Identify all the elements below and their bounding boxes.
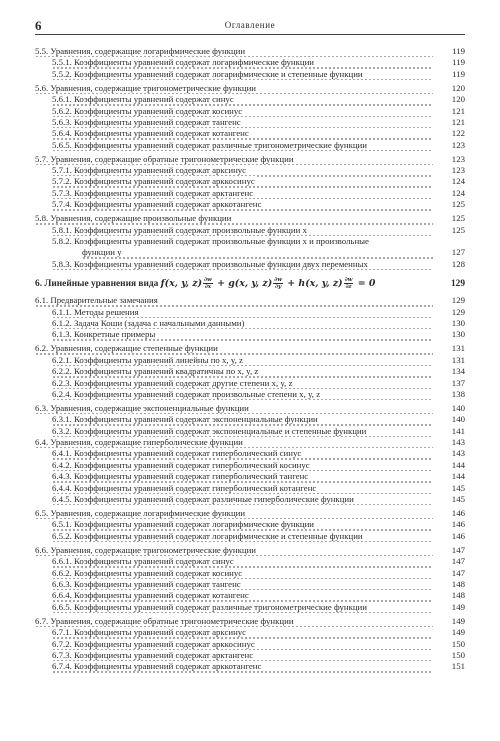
toc-subsection-entry[interactable] [35,494,465,505]
entry-leader [52,128,433,139]
entry-title: 6.1.2. Задача Коши (задача с начальными данными) [52,317,245,328]
entry-page-number: 122 [451,128,465,139]
entry-title: 6.5.2. Коэффициенты уравнений содержат логарифмические и степенные функции [52,530,363,541]
page-number: 6 [35,18,42,33]
toc-subsection-entry[interactable] [35,568,465,579]
entry-page-number: 125 [451,213,465,224]
entry-page-number: 138 [451,388,465,399]
entry-leader [52,661,433,672]
toc-subsection-entry[interactable] [35,106,465,117]
entry-title: 5.8.2. Коэффициенты уравнений содержат произвольные функции x и произвольные [52,236,369,247]
entry-leader [52,494,433,505]
toc-section-entry[interactable] [35,403,465,414]
entry-leader [52,414,433,425]
toc-subsection-entry[interactable] [35,225,465,236]
entry-leader [35,437,433,448]
toc-section-entry[interactable] [35,46,465,57]
entry-page-number: 129 [451,295,465,306]
entry-page-number: 119 [452,46,465,56]
toc-section-entry[interactable] [35,213,465,224]
entry-title: 5.7.4. Коэффициенты уравнений содержат арккотангенс [52,199,262,210]
entry-title: 6.6.4. Коэффициенты уравнений содержат котангенс [52,590,249,601]
entry-page-number: 130 [451,329,465,340]
toc-section-entry[interactable] [35,83,465,94]
formula-plus: + [284,278,299,290]
toc-section-entry[interactable] [35,154,465,165]
entry-page-number: 149 [451,627,465,638]
fraction-numerator: ∂w [204,277,212,284]
chapter-prefix: 6. Линейные уравнения вида [35,279,161,290]
toc-section-entry[interactable] [35,295,465,306]
entry-title: 6.2.4. Коэффициенты уравнений содержат произвольные степени x, y, z [52,388,321,399]
entry-leader [52,236,433,247]
toc-subsection-entry[interactable] [35,117,465,128]
entry-page-number: 143 [451,448,465,459]
entry-title: 6.4.4. Коэффициенты уравнений содержат гиперболический котангенс [52,482,317,493]
entry-leader [52,165,433,176]
entry-leader [52,140,433,151]
entry-title: 6.4.1. Коэффициенты уравнений содержат гиперболический синус [52,448,302,459]
entry-page-number: 144 [451,471,465,482]
entry-title: 6.3.2. Коэффициенты уравнений содержат экспоненциальные и степенные функции [52,425,367,436]
toc-subsection-entry[interactable] [35,307,465,318]
entry-page-number: 120 [451,82,465,93]
entry-title: 6.3. Уравнения, содержащие экспоненциальные функции [35,402,249,413]
entry-page-number: 140 [451,402,465,413]
entry-title: 6.6.5. Коэффициенты уравнений содержат различные тригонометрические функции [52,601,367,612]
entry-title: 6.4.2. Коэффициенты уравнений содержат гиперболический косинус [52,459,310,470]
toc-subsection-entry[interactable] [35,94,465,105]
entry-title: 6.2.2. Коэффициенты уравнений квадратичны по x, y, z [52,366,259,377]
entry-title: 6.7.3. Коэффициенты уравнений содержат арктангенс [52,649,254,660]
entry-leader [35,545,433,556]
entry-leader [35,83,433,94]
toc-section-entry[interactable] [35,437,465,448]
entry-title: 5.5.2. Коэффициенты уравнений содержат логарифмические и степенные функции [52,68,363,79]
fraction-denominator: ∂z [345,284,352,291]
fraction-denominator: ∂x [204,284,212,291]
entry-title: 6.2. Уравнения, содержащие степенные функции [35,343,218,354]
toc-subsection-entry[interactable] [35,471,465,482]
toc-subsection-entry[interactable] [35,426,465,437]
entry-leader [35,46,433,57]
entry-page-number: 130 [451,317,465,328]
toc-subsection-entry[interactable] [35,661,465,672]
entry-title: 6.6. Уравнения, содержащие тригонометрические функции [35,544,257,555]
toc-section-entry[interactable] [35,508,465,519]
entry-title: 6.6.3. Коэффициенты уравнений содержат тангенс [52,578,241,589]
toc-subsection-entry[interactable] [35,259,465,270]
toc-subsection-entry[interactable] [35,128,465,139]
entry-leader [35,154,433,165]
formula-f: f(x, y, z) [160,278,203,290]
entry-leader [52,531,433,542]
entry-title: 5.6.5. Коэффициенты уравнений содержат различные тригонометрические функции [52,139,367,150]
toc-subsection-entry[interactable] [35,579,465,590]
toc-subsection-entry[interactable] [35,639,465,650]
entry-leader [52,602,433,613]
entry-page-number: 119 [452,57,465,68]
entry-page-number: 123 [451,165,465,176]
page-header [35,20,465,35]
entry-title: 6.7.4. Коэффициенты уравнений содержат арккотангенс [52,661,262,672]
entry-title: 5.6. Уравнения, содержащие тригонометрические функции [35,82,257,93]
entry-page-number: 149 [451,601,465,612]
entry-leader [52,318,433,329]
entry-leader [52,176,433,187]
toc-subsection-entry[interactable] [35,378,465,389]
entry-leader [52,471,433,482]
entry-page-number: 144 [451,459,465,470]
toc-subsection-entry[interactable] [35,519,465,530]
entry-page-number: 119 [452,68,465,79]
entry-page-number: 146 [451,519,465,530]
toc-subsection-entry[interactable] [35,199,465,210]
entry-leader [52,329,433,340]
fraction-numerator: ∂w [344,277,353,284]
entry-leader [52,307,433,318]
toc-subsection-entry[interactable] [35,57,465,68]
entry-page-number: 137 [451,377,465,388]
entry-page-number: 124 [451,176,465,187]
chapter-formula [161,278,376,289]
entry-title: 5.8.1. Коэффициенты уравнений содержат произвольные функции x [52,224,307,235]
entry-title: 5.7. Уравнения, содержащие обратные тригонометрические функции [35,153,294,164]
entry-leader [35,616,433,627]
entry-title: 6.3.1. Коэффициенты уравнений содержат экспоненциальные функции [52,414,318,425]
toc-subsection-entry[interactable] [35,318,465,329]
entry-page-number: 123 [451,153,465,164]
entry-page-number: 145 [451,482,465,493]
entry-page-number: 147 [451,567,465,578]
entry-title: 5.6.3. Коэффициенты уравнений содержат тангенс [52,116,241,127]
entry-leader [52,259,433,270]
entry-page-number: 148 [451,578,465,589]
entry-leader [52,366,433,377]
table-of-contents [35,46,465,673]
entry-title: 5.5. Уравнения, содержащие логарифмические функции [35,46,246,56]
toc-subsection-entry[interactable] [35,460,465,471]
entry-page-number: 123 [451,139,465,150]
entry-page-number: 140 [451,414,465,425]
entry-title: 6.1.3. Конкретные примеры [52,329,156,340]
entry-leader [35,295,433,306]
entry-title: функции y [82,247,122,258]
entry-leader [52,378,433,389]
running-title: Оглавление [224,20,276,30]
entry-title: 6.1.1. Методы решения [52,306,139,317]
toc-subsection-entry[interactable] [35,590,465,601]
entry-leader [52,57,433,68]
entry-leader [52,568,433,579]
formula-h: h(x, y, z) [298,278,343,290]
entry-page-number: 146 [451,508,465,519]
toc-subsection-entry[interactable] [35,176,465,187]
toc-subsection-entry[interactable] [35,650,465,661]
fraction-numerator: ∂w [274,277,283,284]
entry-page-number: 129 [451,306,465,317]
fraction-dw-dy [273,277,283,290]
entry-leader [35,508,433,519]
toc-section-5 [35,46,465,270]
entry-title: 5.7.2. Коэффициенты уравнений содержат арккосинус [52,176,255,187]
entry-leader [52,460,433,471]
entry-page-number: 145 [451,494,465,505]
entry-leader [52,199,433,210]
toc-subsection-entry[interactable] [35,366,465,377]
toc-subsection-entry[interactable] [35,236,465,247]
toc-subsection-entry[interactable] [35,414,465,425]
entry-title: 5.6.4. Коэффициенты уравнений содержат котангенс [52,128,249,139]
entry-leader [52,650,433,661]
toc-subsection-entry[interactable] [35,448,465,459]
toc-section-entry[interactable] [35,545,465,556]
toc-section-entry[interactable] [35,343,465,354]
toc-subsection-entry[interactable] [35,355,465,366]
entry-page-number: 125 [451,224,465,235]
toc-subsection-entry[interactable] [35,627,465,638]
entry-leader [52,448,433,459]
entry-leader [52,188,433,199]
entry-leader [52,94,433,105]
entry-page-number: 121 [451,116,465,127]
entry-title: 6.6.1. Коэффициенты уравнений содержат синус [52,556,234,567]
entry-leader [82,247,433,258]
entry-page-number: 150 [451,638,465,649]
entry-leader [35,213,433,224]
toc-subsection-entry[interactable] [35,602,465,613]
entry-title: 5.8. Уравнения, содержащие произвольные функции [35,213,232,224]
entry-title: 6.1. Предварительные замечания [35,295,158,306]
chapter-heading[interactable] [35,275,465,293]
entry-page-number: 131 [451,354,465,365]
entry-leader [52,225,433,236]
formula-g: g(x, y, z) [228,278,273,290]
entry-leader [52,355,433,366]
toc-subsection-entry[interactable] [35,483,465,494]
toc-subsection-entry[interactable] [35,188,465,199]
entry-page-number: 146 [451,530,465,541]
entry-leader [35,343,433,354]
entry-title: 5.5.1. Коэффициенты уравнений содержат логарифмические функции [52,57,315,68]
entry-title: 6.7.2. Коэффициенты уравнений содержат арккосинус [52,638,255,649]
entry-leader [52,627,433,638]
entry-title: 6.2.3. Коэффициенты уравнений содержат другие степени x, y, z [52,377,293,388]
entry-title: 6.7.1. Коэффициенты уравнений содержат арксинус [52,627,247,638]
entry-title: 6.4.5. Коэффициенты уравнений содержат различные гиперболические функции [52,494,354,505]
toc-subsection-entry[interactable] [35,389,465,400]
toc-subsection-entry[interactable] [35,531,465,542]
entry-page-number: 149 [451,615,465,626]
chapter-title [35,275,375,293]
entry-leader [35,403,433,414]
entry-page-number: 128 [451,258,465,269]
entry-page-number: 121 [451,105,465,116]
entry-page-number: 127 [451,247,465,258]
entry-page-number: 141 [451,425,465,436]
entry-page-number: 150 [451,649,465,660]
entry-title: 5.7.3. Коэффициенты уравнений содержат арктангенс [52,187,254,198]
entry-title: 6.5. Уравнения, содержащие логарифмические функции [35,508,246,519]
fraction-dw-dz [344,277,354,290]
toc-section-entry[interactable] [35,616,465,627]
formula-plus: + [213,278,229,290]
toc-subsection-entry[interactable] [35,140,465,151]
entry-leader [52,117,433,128]
entry-page-number: 147 [451,544,465,555]
entry-leader [52,389,433,400]
entry-title: 5.8.3. Коэффициенты уравнений содержат произвольные функции двух переменных [52,258,368,269]
entry-title: 6.2.1. Коэффициенты уравнений линейны по x, y, z [52,354,243,365]
entry-page-number: 125 [451,199,465,210]
entry-page-number: 151 [451,661,465,672]
entry-leader [52,519,433,530]
entry-leader [52,426,433,437]
toc-subsection-entry[interactable] [35,329,465,340]
entry-leader [52,69,433,80]
fraction-denominator: ∂y [274,284,282,291]
entry-leader [52,556,433,567]
entry-title: 6.5.1. Коэффициенты уравнений содержат логарифмические функции [52,519,315,530]
entry-page-number: 120 [451,94,465,105]
entry-title: 5.7.1. Коэффициенты уравнений содержат арксинус [52,165,247,176]
entry-title: 6.6.2. Коэффициенты уравнений содержат косинус [52,567,243,578]
entry-title: 5.6.2. Коэффициенты уравнений содержат косинус [52,105,243,116]
entry-leader [52,106,433,117]
chapter-page-number: 129 [450,279,465,290]
entry-leader [52,639,433,650]
entry-leader [52,483,433,494]
toc-section-6 [35,295,465,672]
toc-subsection-entry[interactable] [35,165,465,176]
toc-subsection-entry[interactable] [35,556,465,567]
toc-subsection-entry[interactable] [35,247,465,258]
entry-title: 6.4. Уравнения, содержащие гиперболические функции [35,437,243,448]
toc-subsection-entry[interactable] [35,69,465,80]
entry-leader [52,590,433,601]
entry-page-number: 143 [451,437,465,448]
entry-title: 6.7. Уравнения, содержащие обратные тригонометрические функции [35,615,294,626]
entry-page-number: 148 [451,590,465,601]
entry-page-number: 131 [451,343,465,354]
entry-title: 5.6.1. Коэффициенты уравнений содержат синус [52,94,234,105]
entry-page-number: 124 [451,187,465,198]
formula-equals-zero: = 0 [354,278,376,290]
entry-page-number: 134 [451,366,465,377]
entry-page-number: 147 [451,556,465,567]
fraction-dw-dx [203,277,213,290]
entry-title: 6.4.3. Коэффициенты уравнений содержат гиперболический тангенс [52,471,309,482]
entry-leader [52,579,433,590]
